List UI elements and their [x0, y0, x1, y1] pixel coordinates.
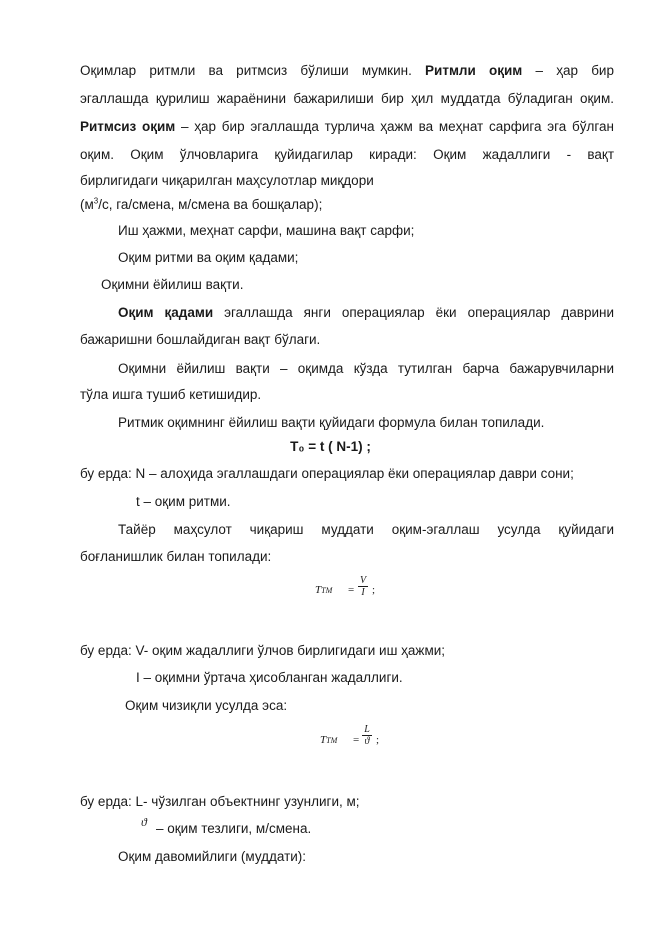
paragraph-line: бажаришни бошлайдиган вақт бўлаги.: [80, 332, 321, 347]
formula-spread-time: T₀ = t ( N-1) ;: [290, 439, 371, 454]
formula-end: ;: [372, 584, 376, 596]
paragraph-line: – оқим тезлиги, м/смена.: [156, 821, 312, 836]
superscript: 3: [93, 196, 99, 206]
paragraph-line: бу ерда: N – алоҳида эгаллашдаги операциялар ёки операциялар даври сони;: [80, 466, 574, 481]
text-span: эгаллашда янги операциялар ёки операциялар даврини: [224, 305, 614, 320]
paragraph-line: Ритмик оқимнинг ёйилиш вақти қуйидаги формула билан топилади.: [118, 415, 545, 430]
paragraph-line: Оқим давомийлиги (муддати):: [118, 849, 307, 864]
paragraph-line: бу ерда: L- чўзилган объектнинг узунлиги, м;: [80, 794, 360, 809]
formula-subscript: ТМ: [326, 736, 338, 745]
formula-lhs: [320, 734, 337, 746]
formula-symbol: T: [320, 734, 327, 746]
term-rhythmic-flow: Ритмли оқим: [425, 63, 523, 78]
paragraph-line: оқим. Оқим ўлчовларига қуйидагилар киради: Оқим жадаллиги - вақт: [80, 147, 614, 162]
paragraph-line: I – оқимни ўртача ҳисобланган жадаллиги.: [136, 670, 403, 685]
paragraph-line: бу ерда: V- оқим жадаллиги ўлчов бирлигидаги иш ҳажми;: [80, 643, 446, 658]
text-span: Оқимлар ритмли ва ритмсиз бўлиши мумкин.: [80, 63, 412, 78]
text-span: – ҳар бир эгаллашда турлича ҳажм ва меҳнат сарфига эга бўлган: [181, 119, 614, 134]
speed-symbol: ϑ: [141, 815, 147, 829]
formula-fraction: [358, 575, 368, 598]
paragraph-line: Оқим чизиқли усулда эса:: [125, 698, 288, 713]
text-span: – ҳар бир: [535, 63, 614, 78]
term-nonrhythmic-flow: Ритмсиз оқим: [80, 119, 176, 134]
formula-end: ;: [376, 734, 380, 746]
list-item: Иш ҳажми, меҳнат сарфи, машина вақт сарфи;: [118, 223, 415, 238]
paragraph-line: Тайёр маҳсулот чиқариш муддати оқим-эгаллаш усулда қуйидаги: [118, 522, 614, 537]
formula-symbol: T: [315, 584, 322, 596]
term-flow-step: Оқим қадами: [118, 305, 214, 320]
formula-numerator: V: [360, 575, 367, 586]
formula-lhs: [315, 584, 332, 596]
formula-equals: =: [348, 584, 355, 596]
paragraph-line: Оқимни ёйилиш вақти – оқимда кўзда тутилган барча бажарувчиларни: [118, 361, 614, 376]
paragraph-line: t – оқим ритми.: [136, 494, 231, 509]
paragraph-line: [80, 196, 614, 214]
paragraph-line: тўла ишга тушиб кетишидир.: [80, 387, 262, 402]
paragraph-line: эгаллашда қурилиш жараёнини бажарилиши бир ҳил муддатда бўладиган оқим.: [80, 91, 614, 106]
formula-denominator: I: [361, 587, 365, 598]
formula-numerator: L: [364, 724, 370, 735]
formula-subscript: ТМ: [321, 586, 333, 595]
paragraph-line: [80, 62, 614, 80]
formula-fraction: [362, 724, 372, 747]
paragraph-line: [118, 304, 614, 322]
paragraph-line: бирлигидаги чиқарилган маҳсулотлар миқдори: [80, 173, 374, 188]
text-span: (м: [80, 197, 94, 212]
paragraph-line: боғланишлик билан топилади:: [80, 549, 272, 564]
formula-equals: =: [353, 734, 360, 746]
list-item: Оқим ритми ва оқим қадами;: [118, 250, 299, 265]
paragraph-line: [80, 118, 614, 136]
formula-denominator: ϑ: [364, 736, 370, 747]
list-item: Оқимни ёйилиш вақти.: [101, 277, 244, 292]
text-span: /с, га/смена, м/смена ва бошқалар);: [98, 197, 323, 212]
